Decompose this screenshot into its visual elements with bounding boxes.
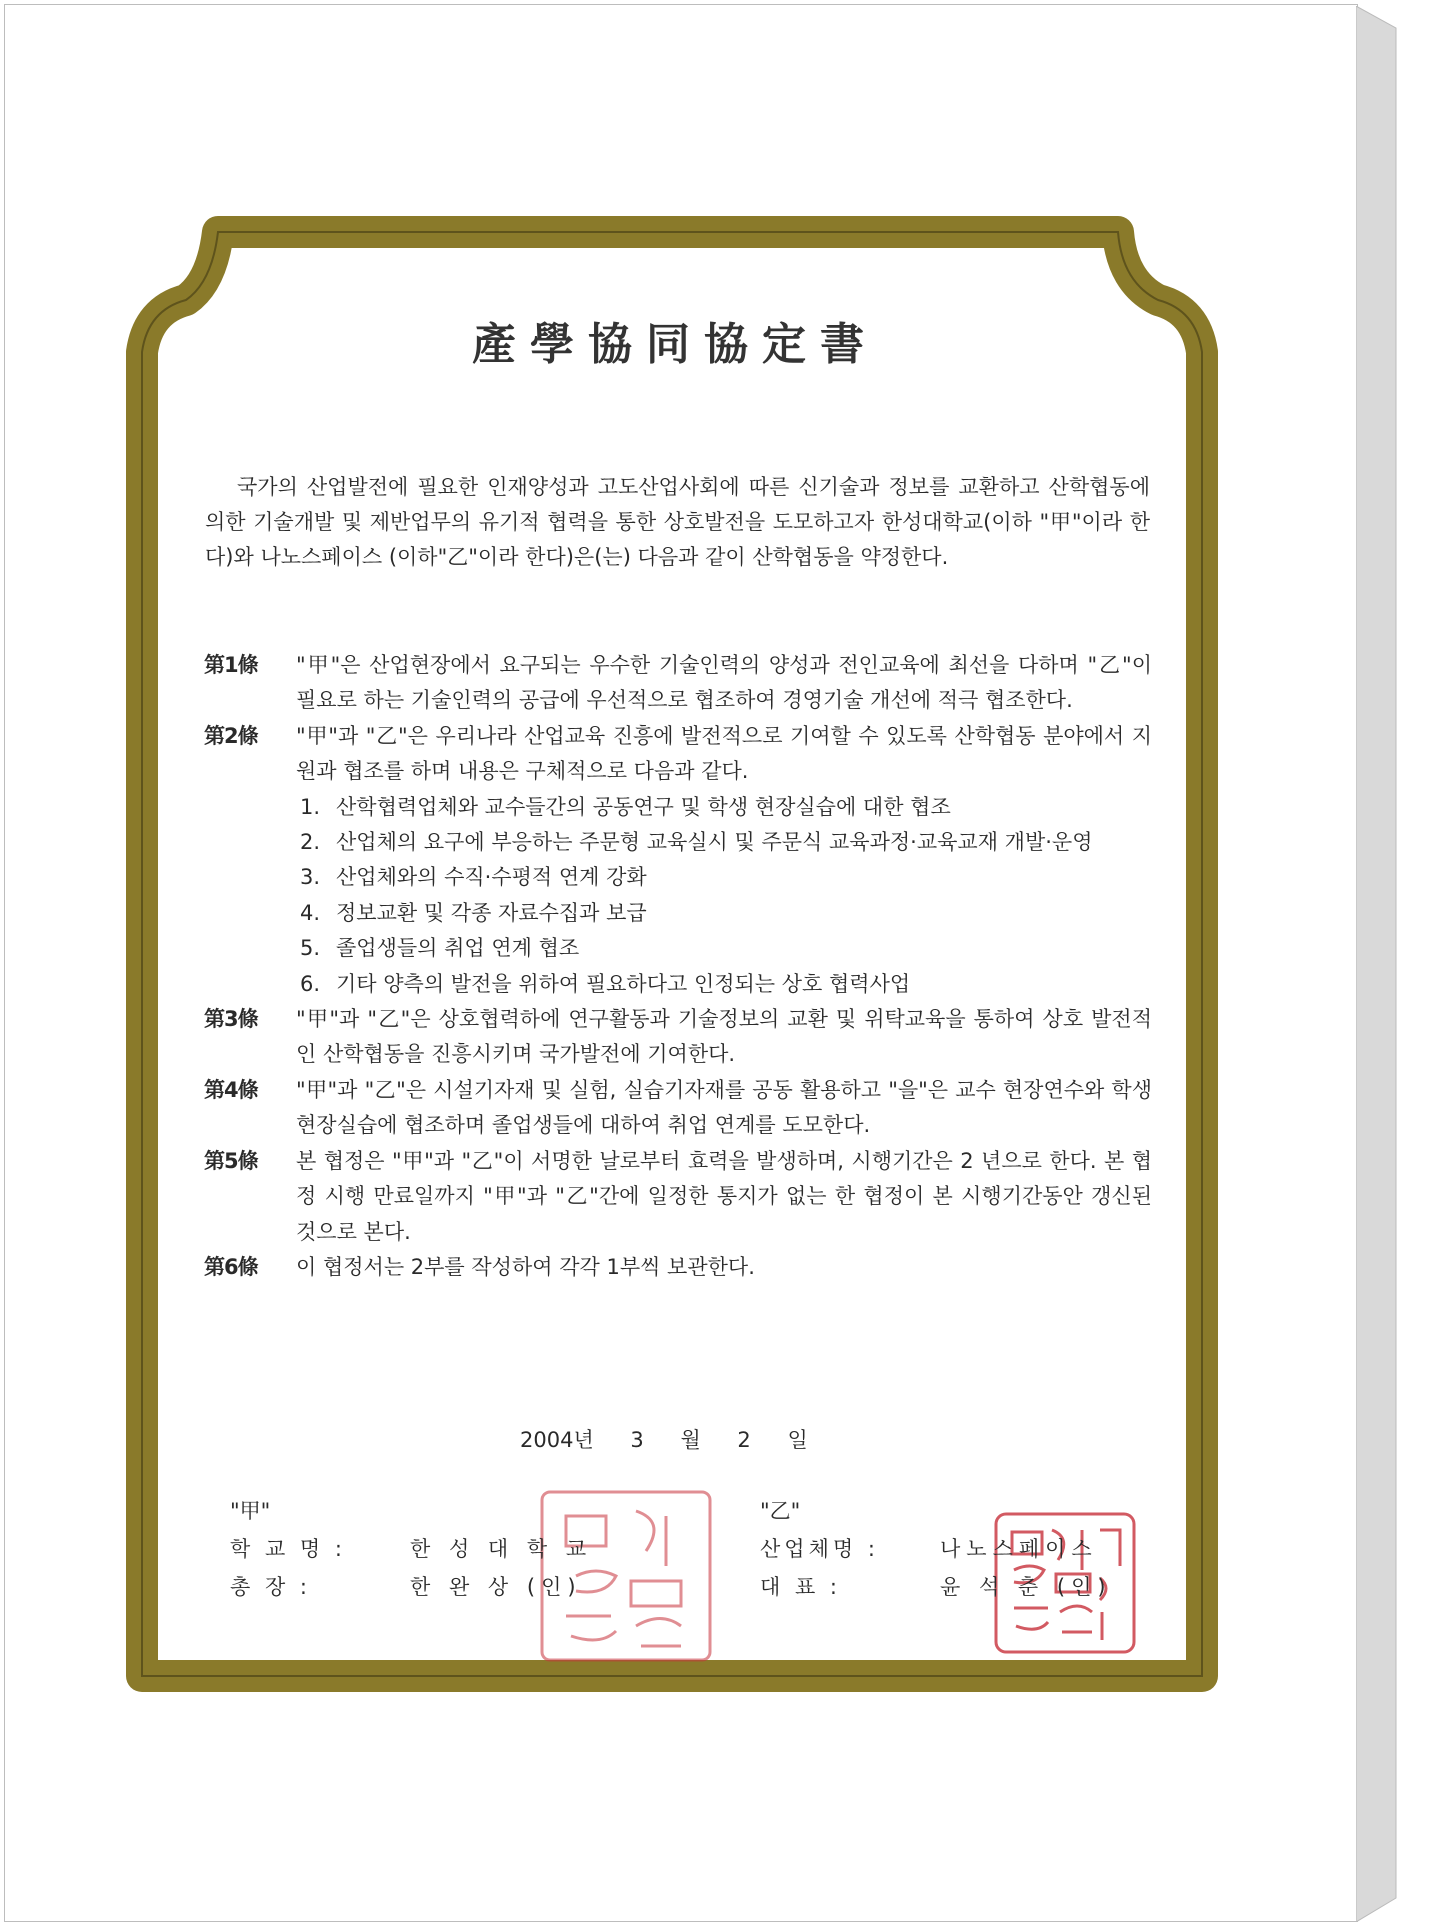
party-b-rep-row: [760, 1568, 1112, 1606]
preamble-text: 국가의 산업발전에 필요한 인재양성과 고도산업사회에 따른 신기술과 정보를 교환하고 산학협동에 의한 기술개발 및 제반업무의 유기적 협력을 통한 상호발전을 도모하고자 한성대학교(이하 "甲"이라 한다)와 나노스페이스 (이하"乙"이라 한다)은(는) 다음과 같이 산학협동을 약정한다.: [205, 475, 1150, 569]
article-text: "甲"과 "乙"은 우리나라 산업교육 진흥에 발전적으로 기여할 수 있도록 산학협동 분야에서 지원과 협조를 하며 내용은 구체적으로 다음과 같다.: [296, 723, 1152, 784]
school-name-label: 학 교 명 :: [230, 1537, 346, 1561]
party-a-rep-row: [230, 1568, 592, 1606]
article-text: "甲"은 산업현장에서 요구되는 우수한 기술인력의 양성과 전인교육에 최선을 다하며 "乙"이 필요로 하는 기술인력의 공급에 우선적으로 협조하여 경영기술 개선에 적극 협조한다.: [296, 653, 1152, 713]
company-name-value: 나노스페이스: [940, 1537, 1098, 1561]
president-label: 총 장 :: [230, 1575, 311, 1599]
article-4: [204, 1073, 1152, 1144]
company-name-label: 산업체명 :: [760, 1537, 879, 1561]
item-text: 산업체의 요구에 부응하는 주문형 교육실시 및 주문식 교육과정·교육교재 개발·운영: [336, 830, 1093, 855]
party-b-name-row: [760, 1530, 1112, 1568]
article-number: 第2條: [204, 723, 258, 748]
item-number: 2.: [300, 830, 321, 855]
article-list: [204, 648, 1152, 1285]
list-item: [300, 790, 1152, 825]
list-item: [300, 967, 1152, 1002]
item-text: 졸업생들의 취업 연계 협조: [336, 936, 580, 961]
article-text: 본 협정은 "甲"과 "乙"이 서명한 날로부터 효력을 발생하며, 시행기간은 2 년으로 한다. 본 협정 시행 만료일까지 "甲"과 "乙"간에 일정한 통지가 없는 한 협정이 본 시행기간동안 갱신된 것으로 본다.: [296, 1148, 1152, 1244]
article-number: 第4條: [204, 1077, 258, 1102]
article-number: 第6條: [204, 1254, 258, 1279]
school-name-value: 한 성 대 학 교: [410, 1537, 593, 1561]
item-text: 기타 양측의 발전을 위하여 필요하다고 인정되는 상호 협력사업: [336, 971, 911, 996]
president-value: 한 완 상 (인): [410, 1575, 582, 1599]
article-number: 第5條: [204, 1148, 258, 1173]
article-text: 이 협정서는 2부를 작성하여 각각 1부씩 보관한다.: [296, 1254, 755, 1279]
representative-value: 윤 석 춘 (인): [940, 1575, 1112, 1599]
representative-label: 대 표 :: [760, 1575, 841, 1599]
article-2: [204, 719, 1152, 790]
item-number: 1.: [300, 794, 321, 819]
party-b-signature-block: [760, 1492, 1112, 1606]
party-a-name-row: [230, 1530, 592, 1568]
article-number: 第1條: [204, 653, 258, 677]
article-number: 第3條: [204, 1007, 258, 1032]
article-1: [204, 648, 1152, 719]
article-text: "甲"과 "乙"은 시설기자재 및 실험, 실습기자재를 공동 활용하고 "을"은 교수 현장연수와 학생 현장실습에 협조하며 졸업생들에 대하여 취업 연계를 도모한다.: [296, 1077, 1152, 1138]
article-5: [204, 1144, 1152, 1250]
item-text: 정보교환 및 각종 자료수집과 보급: [336, 900, 647, 925]
list-item: [300, 931, 1152, 966]
item-number: 5.: [300, 936, 321, 961]
document-title: 產學協同協定書: [472, 319, 878, 370]
list-item: [300, 860, 1152, 895]
item-text: 산업체와의 수직·수평적 연계 강화: [336, 865, 647, 890]
item-text: 산학협력업체와 교수들간의 공동연구 및 학생 현장실습에 대한 협조: [336, 794, 951, 819]
item-number: 6.: [300, 971, 321, 996]
item-number: 3.: [300, 865, 321, 890]
party-b-mark: "乙": [760, 1499, 801, 1523]
party-a-mark: "甲": [230, 1499, 271, 1523]
article-text: "甲"과 "乙"은 상호협력하에 연구활동과 기술정보의 교환 및 위탁교육을 통하여 상호 발전적인 산학협동을 진흥시키며 국가발전에 기여한다.: [296, 1007, 1152, 1067]
article-3: [204, 1002, 1152, 1073]
agreement-date: 2004년 3 월 2 일: [520, 1428, 808, 1452]
party-a-signature-block: [230, 1492, 592, 1606]
item-number: 4.: [300, 900, 321, 925]
article-2-items: [204, 790, 1152, 1002]
list-item: [300, 896, 1152, 931]
article-6: [204, 1250, 1152, 1285]
list-item: [300, 825, 1152, 860]
